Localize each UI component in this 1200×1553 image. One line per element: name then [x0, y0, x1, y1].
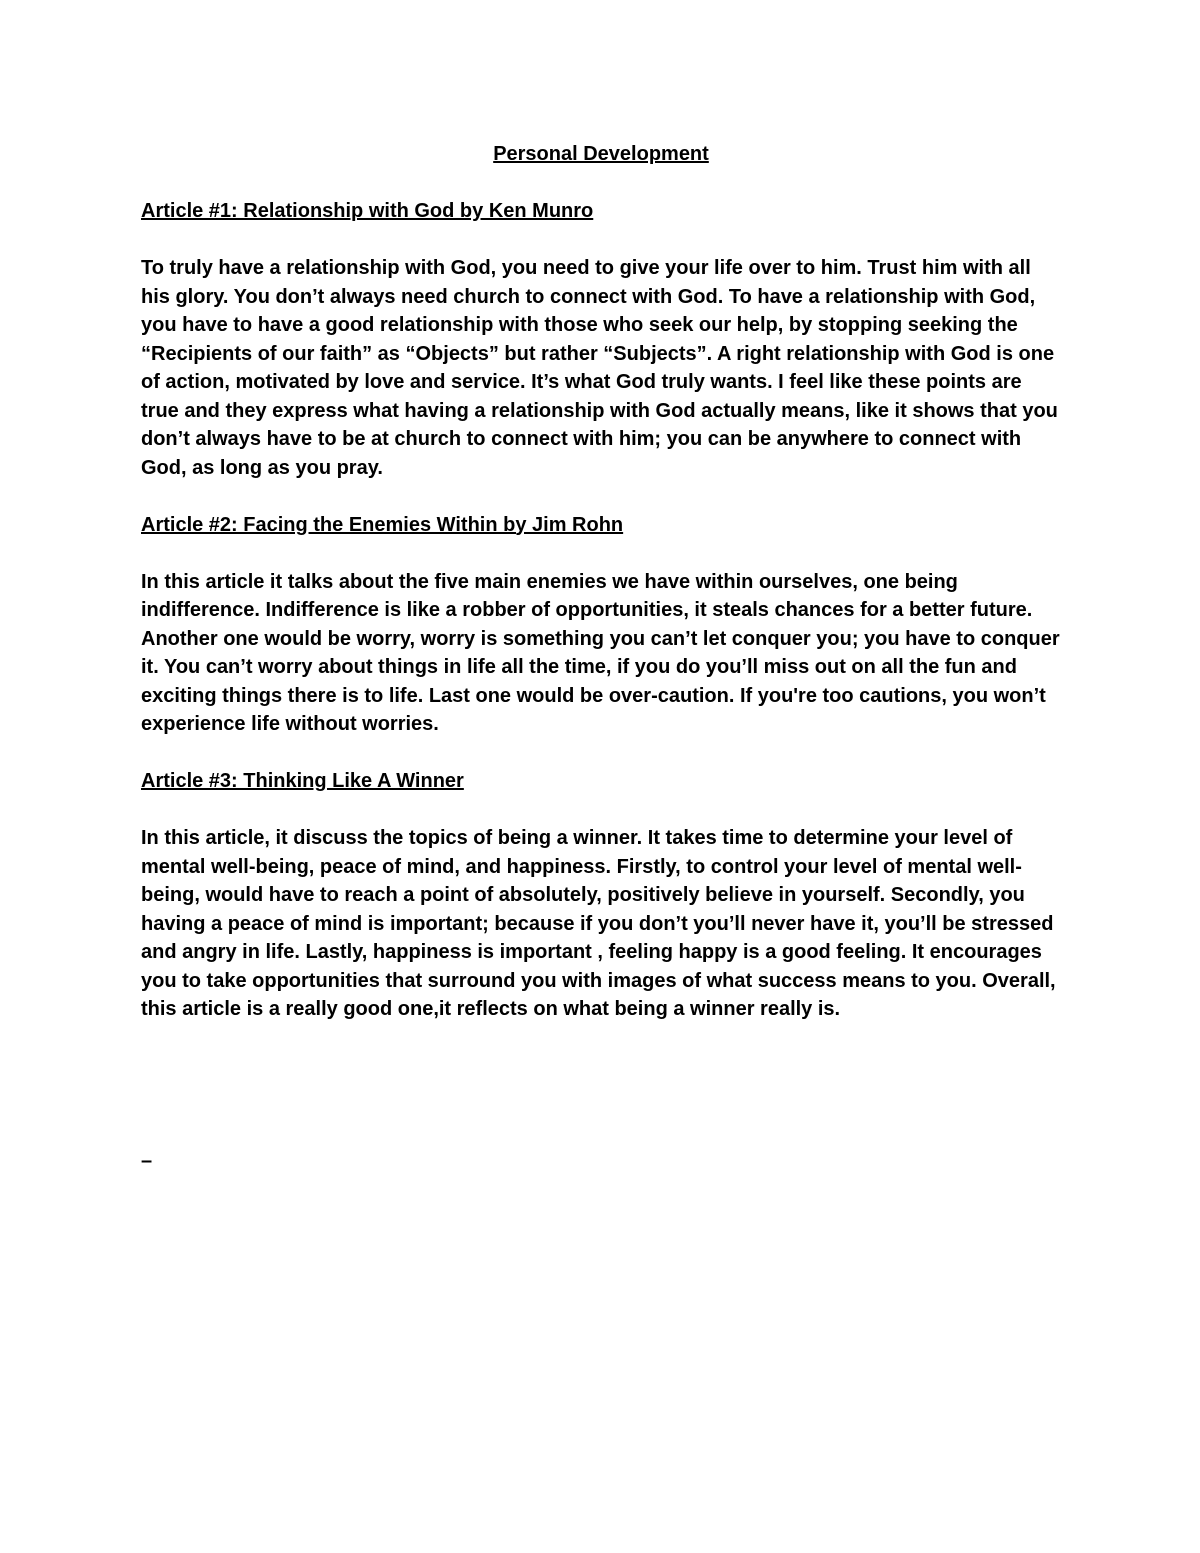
article-2-body: In this article it talks about the five main enemies we have within ourselves, one being indifference. Indifference is like a robber of opportunities, it steals chances for a better future. Another one would be worry, worry is something you can’t let conquer you; you have to conquer it. You can’t worry about things in life all the time, if you do you’ll miss out on all the fun and exciting things there is to life. Last one would be over-caution. If you're too cautions, you won’t experience life without worries.: [141, 570, 1060, 735]
document-title: Personal Development: [493, 143, 709, 165]
article-1-heading: Article #1: Relationship with God by Ken Munro: [141, 200, 594, 222]
article-2-heading: Article #2: Facing the Enemies Within by Jim Rohn: [141, 513, 624, 536]
article-1-body: To truly have a relationship with God, you need to give your life over to him. Trust him with all his glory. You don’t always need church to connect with God. To have a relationship with God, you have to have a good relationship with those who seek our help, by stopping seeking the “Recipients of our faith” as “Objects” but rather “Subjects”. A right relationship with God is one of action, motivated by love and service. It’s what God truly wants. I feel like these points are true and they express what having a relationship with God actually means, like it shows that you don’t always have to be at church to connect with him; you can be anywhere to connect with God, as long as you pray.: [141, 257, 1058, 479]
article-3-body: In this article, it discuss the topics of being a winner. It takes time to determine your level of mental well-being, peace of mind, and happiness. Firstly, to control your level of mental well-being, would have to reach a point of absolutely, positively believe in yourself. Secondly, you having a peace of mind is important; because if you don’t you’ll never have it, you’ll be stressed and angry in life. Lastly, happiness is important , feeling happy is a good feeling. It encourages you to take opportunities that surround you with images of what success means to you. Overall, this article is a really good one,it reflects on what being a winner really is.: [141, 827, 1056, 1020]
article-3-heading: Article #3: Thinking Like A Winner: [141, 770, 464, 792]
document-page: [141, 140, 1061, 1052]
trailing-dash: –: [141, 1150, 153, 1172]
